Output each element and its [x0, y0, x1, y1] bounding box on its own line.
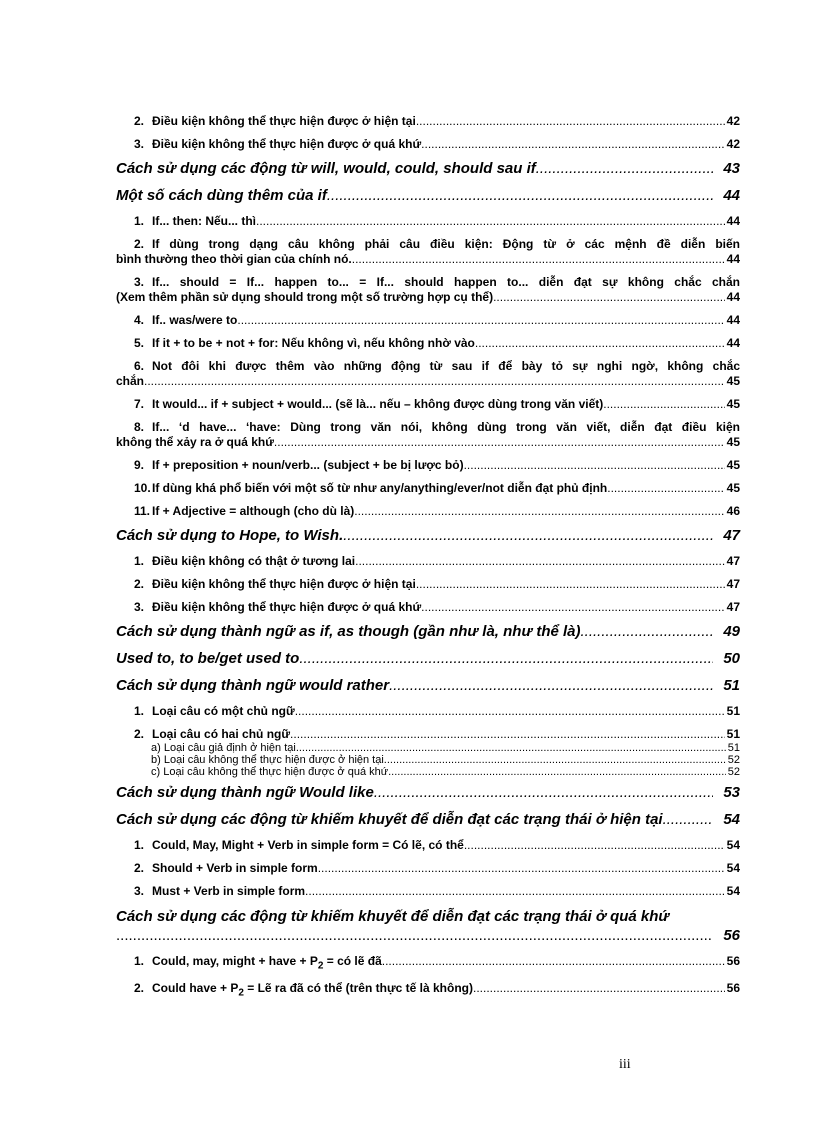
toc-entry[interactable]: 3. Điều kiện không thể thực hiện được ở quá khứ ..... 42	[116, 137, 740, 152]
toc-entry[interactable]: 11. If + Adjective = although (cho dù là) ..... 46	[116, 504, 740, 519]
toc-entry[interactable]: 1. Điều kiện không có thật ở tương lai ..... 47	[116, 554, 740, 569]
toc-page-number: 42	[726, 114, 740, 128]
toc-entry-title: If dùng trong dạng câu không phải câu điều kiện: Động từ ở các mệnh đề diễn biến	[152, 237, 740, 251]
toc-entry[interactable]: 1. If... then: Nếu... thì ..... 44	[116, 214, 740, 229]
toc-entry-title: If... ‘d have... ‘have: Dùng trong văn nói, không dùng trong văn viết, diễn đạt điều kiện	[152, 420, 740, 434]
toc-heading[interactable]	[116, 527, 740, 545]
toc-entry[interactable]: 5. If it + to be + not + for: Nếu không vì, nếu không nhờ vào ..... 44	[116, 336, 740, 351]
toc-entry[interactable]: 10.If dùng khá phổ biến với một số từ như any/anything/ever/not diễn đạt phủ định ..... 45	[116, 481, 740, 496]
toc-entry[interactable]: 2. If dùng trong dạng câu không phải câu điều kiện: Động từ ở các mệnh đề diễn biến bình thường theo thời gian của chính nó. ..... 44	[116, 237, 740, 267]
toc-heading-title: Cách sử dụng thành ngữ as if, as though (gần như là, như thể là)	[116, 623, 581, 640]
toc-entry[interactable]: 4. If.. was/were to ..... 44	[116, 313, 740, 328]
toc-page-number: 56	[726, 981, 740, 996]
toc-entry-title: Could, May, Might + Verb in simple form = Có lẽ, có thể	[152, 838, 464, 852]
toc-entry-title-cont: không thể xảy ra ở quá khứ	[116, 435, 274, 449]
toc-heading-title: Used to, to be/get used to	[116, 650, 300, 667]
subscript: 2	[238, 987, 244, 999]
table-of-contents	[116, 114, 740, 1009]
toc-entry[interactable]: 8. If... ‘d have... ‘have: Dùng trong văn nói, không dùng trong văn viết, diễn đạt điều kiện không thể xảy ra ở quá khứ ..... 45	[116, 420, 740, 450]
toc-entry-title: Điều kiện không thể thực hiện được ở hiện tại	[152, 577, 416, 591]
toc-page-number: 44	[726, 214, 740, 228]
toc-entry[interactable]: 1. Could, May, Might + Verb in simple form = Có lẽ, có thể ..... 54	[116, 838, 740, 853]
toc-heading-title: Một số cách dùng thêm của if	[116, 187, 327, 204]
toc-page-number: 51	[726, 727, 740, 741]
toc-entry[interactable]: 3. If... should = If... happen to... = If... should happen to... diễn đạt sự không chắc chắn (Xem thêm phần sử dụng should trong một số trường hợp cụ thể) ..... 44	[116, 275, 740, 305]
toc-heading-title: Cách sử dụng thành ngữ Would like	[116, 784, 374, 801]
toc-entry-title: If... then: Nếu... thì	[152, 214, 256, 228]
toc-heading[interactable]	[116, 160, 740, 178]
toc-subentry[interactable]	[116, 766, 740, 778]
toc-page-number: 49	[723, 623, 740, 640]
toc-page-number: 54	[726, 884, 740, 898]
toc-entry-title: Điều kiện không thể thực hiện được ở quá khứ	[152, 600, 422, 614]
toc-page-number: 47	[726, 554, 740, 568]
toc-page-number: 46	[726, 504, 740, 518]
toc-page-number: 47	[726, 577, 740, 591]
toc-page-number: 43	[723, 160, 740, 177]
toc-page-number: 56	[726, 954, 740, 968]
toc-entry[interactable]: 3. Must + Verb in simple form ..... 54	[116, 884, 740, 899]
toc-entry-title: If.. was/were to	[152, 313, 238, 327]
toc-entry[interactable]: 2. Điều kiện không thể thực hiện được ở hiện tại ..... 47	[116, 577, 740, 592]
toc-heading[interactable]	[116, 650, 740, 668]
toc-entry-title: Điều kiện không thể thực hiện được ở quá khứ	[152, 137, 422, 151]
toc-subentry[interactable]	[116, 742, 740, 754]
toc-heading-title: Cách sử dụng các động từ will, would, could, should sau if	[116, 160, 536, 177]
toc-entry-title: If + Adjective = although (cho dù là)	[152, 504, 355, 518]
toc-page-number: 45	[726, 435, 740, 449]
toc-entry[interactable]: 2. Could have + $P_2$ = Lẽ ra đã có thể (trên thực tế là không) ..... 56	[116, 981, 740, 1000]
toc-heading-title: Cách sử dụng to Hope, to Wish.	[116, 527, 344, 544]
toc-entry-title: Must + Verb in simple form	[152, 884, 306, 898]
toc-entry-title: If... should = If... happen to... = If... should happen to... diễn đạt sự không chắc chắn	[152, 275, 740, 289]
toc-entry-title: = Lẽ ra đã có thể (trên thực tế là không)	[243, 981, 473, 996]
toc-heading[interactable]	[116, 784, 740, 802]
toc-page-number: 44	[726, 290, 740, 304]
toc-subentry-title: c) Loại câu không thể thực hiện được ở quá khứ	[151, 766, 389, 778]
toc-heading[interactable]	[116, 677, 740, 695]
toc-page-number: 54	[726, 861, 740, 875]
toc-subentry-title: b) Loại câu không thể thực hiện được ở hiện tại	[151, 754, 384, 766]
toc-page-number: 53	[723, 784, 740, 801]
toc-page-number: 51	[723, 677, 740, 694]
toc-page-number: 50	[723, 650, 740, 667]
toc-page-number: 51	[727, 742, 740, 754]
toc-entry-title: Could, may, might + have + P	[152, 954, 318, 968]
toc-subentry[interactable]	[116, 754, 740, 766]
toc-subentry-title: a) Loại câu giả định ở hiện tại	[151, 742, 296, 754]
toc-entry-title: = có lẽ đã	[323, 954, 382, 968]
toc-entry-title: Loại câu có hai chủ ngữ	[152, 727, 291, 741]
toc-entry-title: Could have + P	[152, 981, 239, 996]
toc-page-number: 52	[727, 754, 740, 766]
toc-entry-title: Not đôi khi được thêm vào những động từ sau if để bày tỏ sự nghi ngờ, không chắc	[152, 359, 740, 373]
toc-entry[interactable]: 2. Should + Verb in simple form ..... 54	[116, 861, 740, 876]
toc-page-number: 42	[726, 137, 740, 151]
toc-entry-title: If dùng khá phổ biến với một số từ như any/anything/ever/not diễn đạt phủ định	[152, 481, 608, 495]
toc-entry-title: Loại câu có một chủ ngữ	[152, 704, 295, 718]
toc-entry[interactable]: 9. If + preposition + noun/verb... (subject + be bị lược bỏ) ..... 45	[116, 458, 740, 473]
toc-page-number: 44	[726, 336, 740, 350]
toc-page-number: 54	[726, 838, 740, 852]
toc-page-number: 51	[726, 704, 740, 718]
toc-page-number: 44	[726, 313, 740, 327]
toc-page-number: 47	[723, 527, 740, 544]
toc-heading[interactable]	[116, 623, 740, 641]
toc-entry[interactable]: 1. Could, may, might + have + $P_2$ = có lẽ đã ..... 56	[116, 954, 740, 973]
toc-heading-title: Cách sử dụng các động từ khiếm khuyết để diễn đạt các trạng thái ở quá khứ	[116, 908, 670, 925]
toc-page-number: 45	[726, 481, 740, 495]
toc-entry-title-cont: (Xem thêm phần sử dụng should trong một số trường hợp cụ thể)	[116, 290, 494, 304]
toc-entry-title: If it + to be + not + for: Nếu không vì, nếu không nhờ vào	[152, 336, 475, 350]
toc-page-number: 45	[726, 397, 740, 411]
toc-entry[interactable]: 7. It would... if + subject + would... (sẽ là... nếu – không được dùng trong văn viết) ..... 45	[116, 397, 740, 412]
toc-page-number: 54	[723, 811, 740, 828]
toc-page-number: 44	[723, 187, 740, 204]
toc-heading-title: Cách sử dụng các động từ khiếm khuyết để diễn đạt các trạng thái ở hiện tại	[116, 811, 663, 828]
toc-page-number: 44	[726, 252, 740, 266]
toc-page-number: 56	[723, 927, 740, 944]
toc-entry[interactable]: 1. Loại câu có một chủ ngữ ..... 51	[116, 704, 740, 719]
toc-entry-title: Điều kiện không có thật ở tương lai	[152, 554, 356, 568]
toc-heading[interactable]	[116, 187, 740, 205]
toc-page-number: 45	[726, 374, 740, 388]
toc-entry[interactable]: 2. Điều kiện không thể thực hiện được ở hiện tại ..... 42	[116, 114, 740, 129]
toc-heading[interactable]	[116, 811, 740, 829]
toc-entry[interactable]: 3. Điều kiện không thể thực hiện được ở quá khứ ..... 47	[116, 600, 740, 615]
toc-entry[interactable]: 6. Not đôi khi được thêm vào những động từ sau if để bày tỏ sự nghi ngờ, không chắc chắn ..... 45	[116, 359, 740, 389]
toc-entry-title-cont: bình thường theo thời gian của chính nó.	[116, 252, 352, 266]
page-number: iii	[619, 1057, 631, 1072]
toc-entry[interactable]: 2. Loại câu có hai chủ ngữ ..... 51	[116, 727, 740, 742]
toc-entry-title: If + preposition + noun/verb... (subject + be bị lược bỏ)	[152, 458, 464, 472]
toc-heading-title: Cách sử dụng thành ngữ would rather	[116, 677, 390, 694]
toc-entry-title: It would... if + subject + would... (sẽ là... nếu – không được dùng trong văn viết)	[152, 397, 604, 411]
toc-entry-title-cont: chắn	[116, 374, 145, 388]
toc-entry-title: Should + Verb in simple form	[152, 861, 318, 875]
toc-page-number: 52	[727, 766, 740, 778]
toc-page-number: 45	[726, 458, 740, 472]
toc-heading[interactable]	[116, 907, 740, 945]
toc-entry-title: Điều kiện không thể thực hiện được ở hiện tại	[152, 114, 416, 128]
toc-page-number: 47	[726, 600, 740, 614]
subscript: 2	[317, 960, 324, 972]
